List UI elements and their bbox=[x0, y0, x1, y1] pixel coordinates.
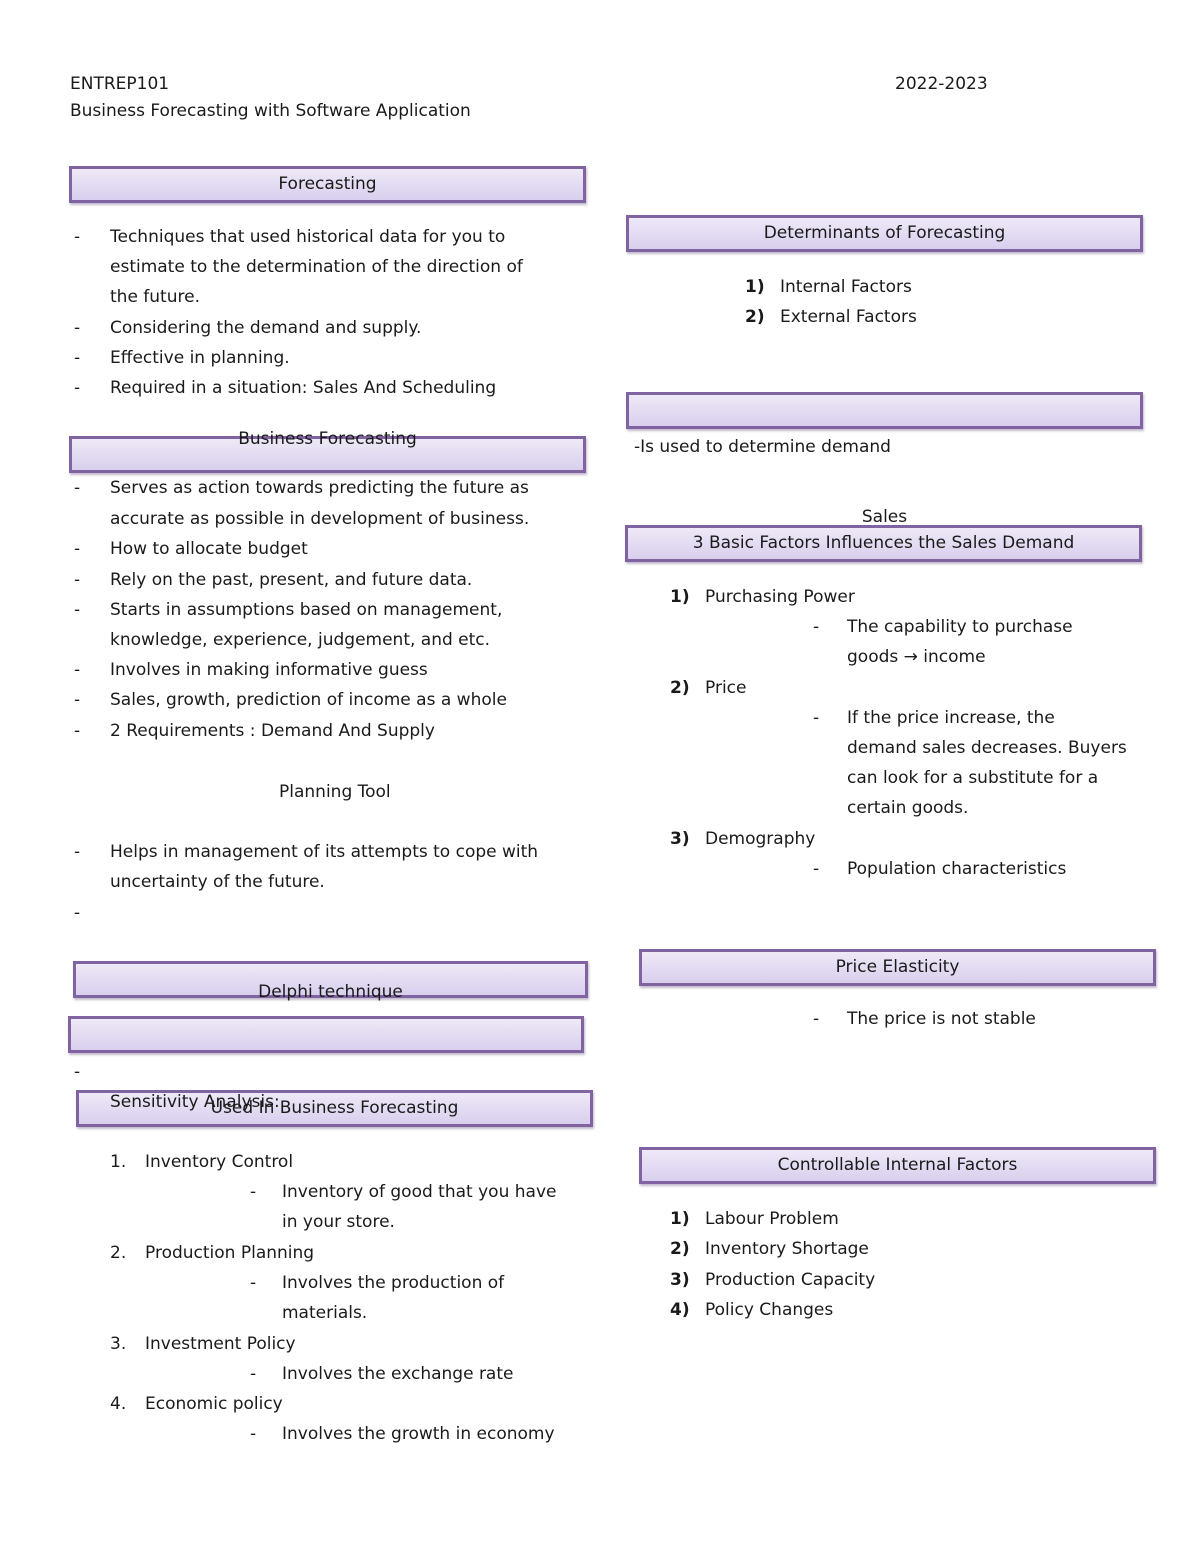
list-item: Price bbox=[705, 678, 747, 698]
price-elasticity-title: Price Elasticity bbox=[835, 957, 960, 977]
list-item: Techniques that used historical data for you to bbox=[110, 227, 506, 247]
list-item: Required in a situation: Sales And Scheduling bbox=[110, 378, 497, 398]
sub-item: goods → income bbox=[847, 647, 986, 667]
sub-item: in your store. bbox=[282, 1212, 395, 1232]
bullet-dash: - bbox=[250, 1273, 257, 1293]
list-item: uncertainty of the future. bbox=[110, 872, 325, 892]
list-item: knowledge, experience, judgement, and etc. bbox=[110, 630, 491, 650]
sub-item: Population characteristics bbox=[847, 859, 1067, 879]
planning-tool-heading: Planning Tool bbox=[279, 782, 391, 802]
list-item: Investment Policy bbox=[145, 1334, 296, 1354]
bullet-dash: - bbox=[74, 1062, 81, 1082]
bullet-dash: - bbox=[74, 378, 81, 398]
sub-item: Inventory of good that you have bbox=[282, 1182, 557, 1202]
list-item: External Factors bbox=[780, 307, 917, 327]
bullet-dash: - bbox=[74, 842, 81, 862]
forecasting-title: Forecasting bbox=[278, 174, 377, 194]
list-item: Economic policy bbox=[145, 1394, 283, 1414]
list-number: 1) bbox=[670, 587, 690, 607]
controllable-title: Controllable Internal Factors bbox=[777, 1155, 1018, 1175]
bullet-dash: - bbox=[74, 903, 81, 923]
bullet-dash: - bbox=[250, 1364, 257, 1384]
sub-item: Involves the growth in economy bbox=[282, 1424, 555, 1444]
list-item: Effective in planning. bbox=[110, 348, 290, 368]
list-item: Sales, growth, prediction of income as a whole bbox=[110, 690, 507, 710]
list-item: Labour Problem bbox=[705, 1209, 839, 1229]
list-item: Demography bbox=[705, 829, 816, 849]
bullet-dash: - bbox=[74, 660, 81, 680]
bullet-dash: - bbox=[74, 318, 81, 338]
list-number: 2. bbox=[110, 1243, 127, 1263]
sales-description: -Is used to determine demand bbox=[634, 437, 891, 457]
course-code: ENTREP101 bbox=[70, 74, 170, 94]
basic-factors-title: 3 Basic Factors Influences the Sales Demand bbox=[692, 533, 1075, 553]
determinants-title: Determinants of Forecasting bbox=[763, 223, 1006, 243]
bullet-dash: - bbox=[250, 1424, 257, 1444]
bullet-dash: - bbox=[74, 690, 81, 710]
controllable-header-box bbox=[639, 1147, 1156, 1184]
school-year: 2022-2023 bbox=[895, 74, 988, 94]
bullet-dash: - bbox=[813, 1009, 820, 1029]
determinants-header-box bbox=[626, 215, 1143, 252]
forecasting-header-box bbox=[69, 166, 586, 203]
bullet-dash: - bbox=[74, 227, 81, 247]
bullet-dash: - bbox=[74, 539, 81, 559]
business-forecasting-title: Business Forecasting bbox=[238, 429, 417, 449]
sub-item: can look for a substitute for a bbox=[847, 768, 1099, 788]
list-number: 2) bbox=[745, 307, 765, 327]
bullet-dash: - bbox=[813, 708, 820, 728]
list-item: accurate as possible in development of business. bbox=[110, 509, 530, 529]
sub-item: Involves the production of bbox=[282, 1273, 505, 1293]
list-item: Considering the demand and supply. bbox=[110, 318, 422, 338]
sub-item: certain goods. bbox=[847, 798, 969, 818]
list-item: Serves as action towards predicting the future as bbox=[110, 478, 529, 498]
sensitivity-title: Sensitivity Analysis: bbox=[110, 1092, 280, 1112]
list-item: Internal Factors bbox=[780, 277, 912, 297]
list-number: 4) bbox=[670, 1300, 690, 1320]
list-item: 2 Requirements : Demand And Supply bbox=[110, 721, 435, 741]
list-number: 3. bbox=[110, 1334, 127, 1354]
list-item: Production Capacity bbox=[705, 1270, 876, 1290]
sub-item: The capability to purchase bbox=[847, 617, 1073, 637]
sales-title: Sales bbox=[861, 507, 908, 527]
list-number: 1) bbox=[670, 1209, 690, 1229]
sub-item: If the price increase, the bbox=[847, 708, 1055, 728]
sales-header-box bbox=[626, 392, 1143, 429]
list-item: Involves in making informative guess bbox=[110, 660, 428, 680]
list-item: Starts in assumptions based on management, bbox=[110, 600, 503, 620]
list-number: 4. bbox=[110, 1394, 127, 1414]
list-item: estimate to the determination of the direction of bbox=[110, 257, 523, 277]
list-item: Policy Changes bbox=[705, 1300, 834, 1320]
list-number: 2) bbox=[670, 678, 690, 698]
sub-item: materials. bbox=[282, 1303, 368, 1323]
list-number: 1. bbox=[110, 1152, 127, 1172]
list-number: 1) bbox=[745, 277, 765, 297]
list-item: Inventory Shortage bbox=[705, 1239, 869, 1259]
sensitivity-header-box bbox=[68, 1016, 584, 1053]
list-item: Purchasing Power bbox=[705, 587, 855, 607]
list-item: The price is not stable bbox=[847, 1009, 1036, 1029]
bullet-dash: - bbox=[813, 617, 820, 637]
price-elasticity-header-box bbox=[639, 949, 1156, 986]
bullet-dash: - bbox=[74, 721, 81, 741]
list-number: 3) bbox=[670, 829, 690, 849]
list-item: Inventory Control bbox=[145, 1152, 294, 1172]
list-item: Helps in management of its attempts to cope with bbox=[110, 842, 539, 862]
bullet-dash: - bbox=[74, 478, 81, 498]
delphi-title: Delphi technique bbox=[258, 982, 403, 1002]
list-number: 2) bbox=[670, 1239, 690, 1259]
list-number: 3) bbox=[670, 1270, 690, 1290]
sub-item: Involves the exchange rate bbox=[282, 1364, 514, 1384]
bullet-dash: - bbox=[250, 1182, 257, 1202]
list-item: How to allocate budget bbox=[110, 539, 308, 559]
list-item: Rely on the past, present, and future data. bbox=[110, 570, 473, 590]
sub-item: demand sales decreases. Buyers bbox=[847, 738, 1127, 758]
bullet-dash: - bbox=[813, 859, 820, 879]
document-subtitle: Business Forecasting with Software Application bbox=[70, 101, 471, 121]
bullet-dash: - bbox=[74, 600, 81, 620]
list-item: the future. bbox=[110, 287, 200, 307]
bullet-dash: - bbox=[74, 570, 81, 590]
used-in-title: Used In Business Forecasting bbox=[210, 1098, 459, 1118]
bullet-dash: - bbox=[74, 348, 81, 368]
list-item: Production Planning bbox=[145, 1243, 315, 1263]
